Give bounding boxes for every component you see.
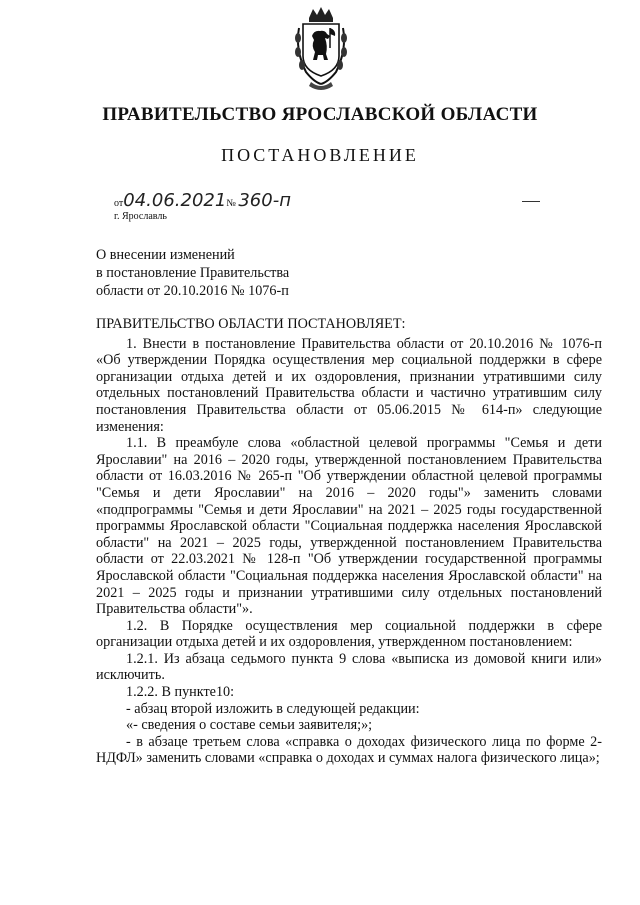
paragraph-1-2: 1.2. В Порядке осуществления мер социальной поддержки в сфере организации отдыха детей и их оздоровления, утвержденном постановлением: <box>96 617 602 651</box>
paragraph-1-2-1: 1.2.1. Из абзаца седьмого пункта 9 слова «выписка из домовой книги или» исключить. <box>96 650 602 684</box>
subject-block <box>96 246 289 300</box>
document-type: ПОСТАНОВЛЕНИЕ <box>221 145 419 165</box>
resolution-lead: ПРАВИТЕЛЬСТВО ОБЛАСТИ ПОСТАНОВЛЯЕТ: <box>96 316 406 332</box>
paragraph-1: 1. Внести в постановление Правительства области от 20.10.2016 № 1076-п «Об утверждении Порядка осуществления мер социальной поддержки в сфере организации отдыха детей и их оздоровления, признании утратившими силу отдельных постановлений Правительства области и частично утратившим силу постановления Правительства области от 05.06.2015 № 614-п» следующие изменения: <box>96 335 602 435</box>
paragraph-item: «- сведения о составе семьи заявителя;»; <box>126 717 373 734</box>
city: г. Ярославль <box>114 211 167 222</box>
number-prefix: № <box>226 198 236 209</box>
subject-line: в постановление Правительства <box>96 265 290 281</box>
document-body <box>96 316 602 767</box>
subject-line: области от 20.10.2016 № 1076-п <box>96 283 289 299</box>
paragraph-item: - в абзаце третьем слова «справка о доходах физического лица по форме 2-НДФЛ» заменить словами «справка о доходах и суммах налога физического лица»; <box>96 733 602 767</box>
date-number-line <box>114 190 291 211</box>
date-prefix: от <box>114 198 124 209</box>
paragraph-item: - абзац второй изложить в следующей редакции: <box>126 700 420 717</box>
government-title: ПРАВИТЕЛЬСТВО ЯРОСЛАВСКОЙ ОБЛАСТИ <box>102 104 538 125</box>
divider <box>522 201 540 202</box>
paragraph-1-2-2: 1.2.2. В пункте10: <box>126 684 235 701</box>
handwritten-date: 04.06.2021 <box>123 190 227 211</box>
handwritten-number: 360-п <box>238 190 291 211</box>
subject-line: О внесении изменений <box>96 247 235 263</box>
coat-of-arms-icon <box>292 6 350 92</box>
paragraph-1-1: 1.1. В преамбуле слова «областной целевой программы "Семья и дети Ярославии" на 2016 – 2020 годы, утвержденной постановлением Правительства области от 16.03.2016 № 265-п "Об утверждении областной целевой программы "Семья и дети Ярославии" на 2016 – 2020 годы"» заменить словами «подпрограммы "Семья и дети Ярославии" на 2021 – 2025 годы государственной программы Ярославской области "Социальная поддержка населения Ярославской области" на 2021 – 2025 годы, утвержденной постановлением Правительства области от 22.03.2021 № 128-п "Об утверждении государственной программы Ярославской области "Социальная поддержка населения Ярославской области" на 2021 – 2025 годы и признании утратившими силу отдельных постановлений Правительства области"». <box>96 435 602 618</box>
